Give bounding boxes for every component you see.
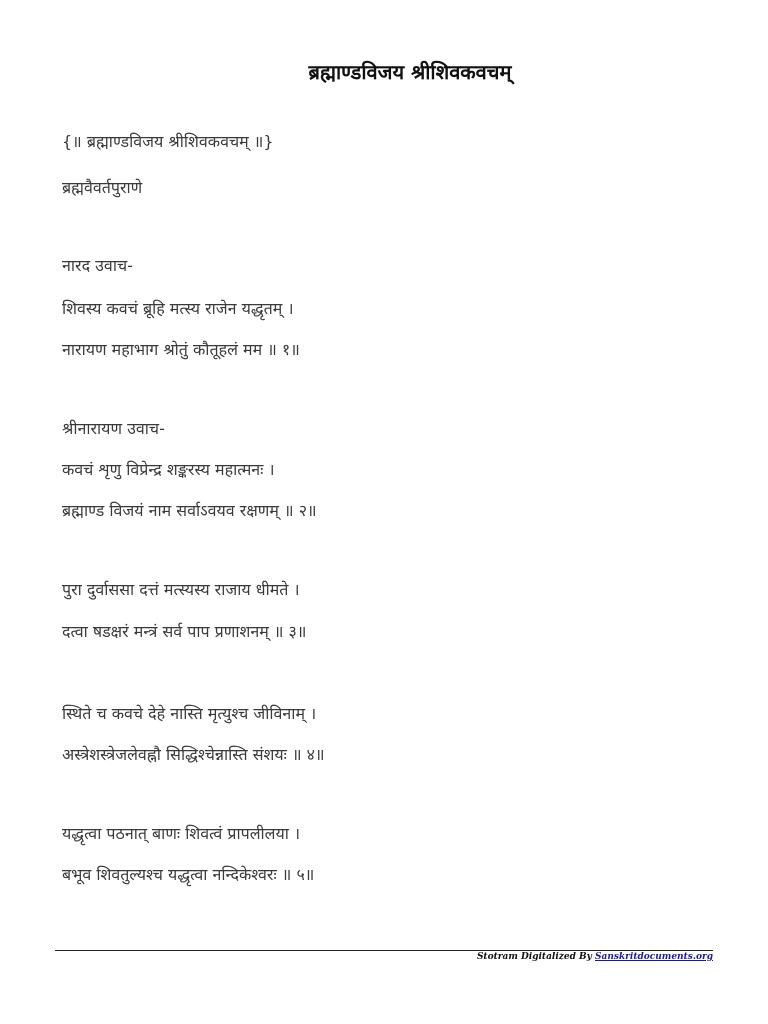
verse-line: ब्रह्माण्ड विजयं नाम सर्वाऽवयव रक्षणम् ॥ २॥ [62, 501, 317, 520]
verse-line: यद्धृत्वा पठनात् बाणः शिवत्वं प्रापलीलया । [62, 824, 301, 843]
verse-line: दत्वा षडक्षरं मन्त्रं सर्व पाप प्रणाशनम् ॥ ३॥ [62, 622, 307, 641]
verse-line: पुरा दुर्वाससा दत्तं मत्स्यस्य राजाय धीमते । [62, 580, 300, 599]
page-title: ब्रह्माण्डविजय श्रीशिवकवचम् [308, 60, 512, 84]
speaker-line: श्रीनारायण उवाच- [62, 419, 165, 438]
source-line: ब्रह्मवैवर्तपुराणे [62, 178, 143, 197]
verse-line: बभूव शिवतुल्यश्च यद्धृत्वा नन्दिकेश्वरः ॥ ५॥ [62, 865, 315, 884]
footer-divider [55, 950, 713, 951]
footer [477, 952, 713, 962]
header-line: {॥ ब्रह्माण्डविजय श्रीशिवकवचम् ॥} [62, 132, 274, 151]
verse-line: शिवस्य कवचं ब्रूहि मत्स्य राजेन यद्धृतम् । [62, 299, 294, 318]
footer-prefix: Stotram Digitalized By [476, 952, 595, 962]
verse-line: अस्त्रेशस्त्रेजलेवह्नौ सिद्धिश्चेन्नास्ति संशयः ॥ ४॥ [62, 745, 325, 764]
footer-link[interactable]: Sanskritdocuments.org [594, 952, 713, 962]
verse-line: कवचं शृणु विप्रेन्द्र शङ्करस्य महात्मनः । [62, 460, 275, 479]
verse-line: स्थिते च कवचे देहे नास्ति मृत्युश्च जीविनाम् । [62, 704, 317, 723]
verse-line: नारायण महाभाग श्रोतुं कौतूहलं मम ॥ १॥ [62, 340, 300, 359]
speaker-line: नारद उवाच- [62, 256, 133, 275]
